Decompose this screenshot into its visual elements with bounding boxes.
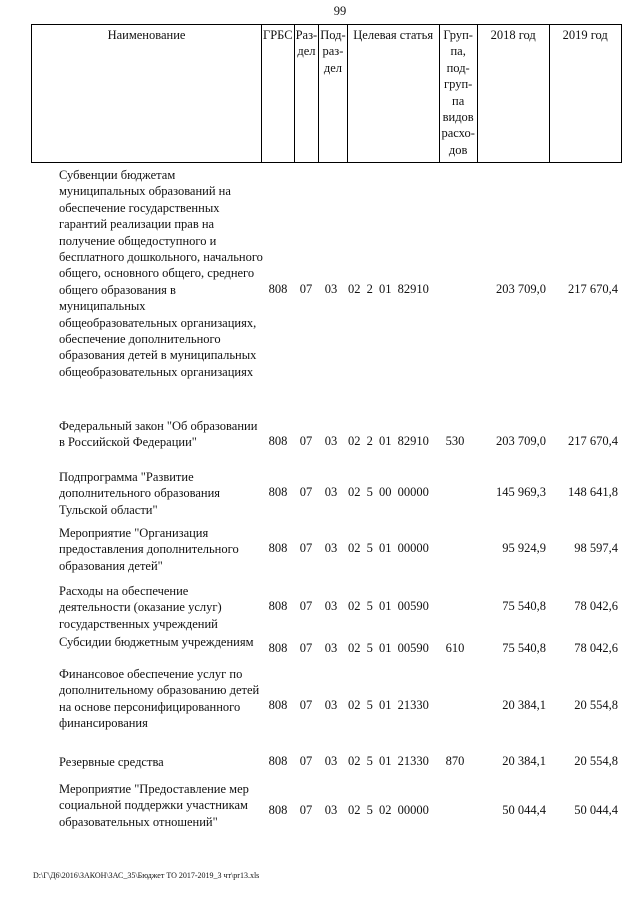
row-2019: 217 670,4 xyxy=(568,434,618,448)
row-2018: 75 540,8 xyxy=(502,599,546,613)
row-podrazdel: 03 xyxy=(324,641,338,655)
row-target: 02 5 01 00590 xyxy=(348,599,429,613)
row-2018: 203 709,0 xyxy=(496,282,546,296)
row-2019: 20 554,8 xyxy=(574,698,618,712)
row-razdel: 07 xyxy=(299,485,313,499)
row-name: Расходы на обеспечение деятельности (оказание услуг) государственных учреждений xyxy=(59,584,222,631)
header-razdel: Раз- дел xyxy=(294,25,319,163)
row-target: 02 5 02 00000 xyxy=(348,803,429,817)
row-podrazdel: 03 xyxy=(324,698,338,712)
row-target: 02 5 01 00000 xyxy=(348,541,429,555)
row-target: 02 5 01 21330 xyxy=(348,754,429,768)
row-2019: 98 597,4 xyxy=(574,541,618,555)
row-2019: 217 670,4 xyxy=(568,282,618,296)
row-group: 530 xyxy=(445,434,465,448)
row-grbs: 808 xyxy=(268,282,288,296)
header-2018: 2018 год xyxy=(477,25,549,163)
header-podrazdel: Под- раз- дел xyxy=(319,25,347,163)
row-podrazdel: 03 xyxy=(324,541,338,555)
row-name: Мероприятие "Предоставление мер социальной поддержки участникам образовательных отношений" xyxy=(59,782,249,829)
row-2018: 75 540,8 xyxy=(502,641,546,655)
row-name: Субсидии бюджетным учреждениям xyxy=(59,635,254,649)
row-razdel: 07 xyxy=(299,434,313,448)
row-name: Субвенции бюджетам муниципальных образований на обеспечение государственных гарантий реализации прав на получение общедоступного и бесплатного дошкольного, начального общего, основного общего, среднего общего образования в муниципальных общеобразовательных организациях, обеспечение дополнительного образования детей в муниципальных общеобразовательных организациях xyxy=(59,168,263,379)
row-name: Подпрограмма "Развитие дополнительного образования Тульской области" xyxy=(59,470,221,517)
row-razdel: 07 xyxy=(299,282,313,296)
row-2019: 78 042,6 xyxy=(574,599,618,613)
row-name: Федеральный закон "Об образовании в Российской Федерации" xyxy=(59,419,258,450)
row-grbs: 808 xyxy=(268,485,288,499)
row-target: 02 2 01 82910 xyxy=(348,282,429,296)
row-razdel: 07 xyxy=(299,641,313,655)
row-razdel: 07 xyxy=(299,698,313,712)
row-grbs: 808 xyxy=(268,641,288,655)
row-target: 02 5 01 21330 xyxy=(348,698,429,712)
row-2018: 20 384,1 xyxy=(502,754,546,768)
row-group: 610 xyxy=(445,641,465,655)
row-podrazdel: 03 xyxy=(324,485,338,499)
row-target: 02 5 00 00000 xyxy=(348,485,429,499)
row-2018: 20 384,1 xyxy=(502,698,546,712)
row-2019: 148 641,8 xyxy=(568,485,618,499)
page-number: 99 xyxy=(333,4,347,18)
row-name: Резервные средства xyxy=(59,755,164,769)
row-2019: 78 042,6 xyxy=(574,641,618,655)
row-podrazdel: 03 xyxy=(324,599,338,613)
row-grbs: 808 xyxy=(268,698,288,712)
header-grbs: ГРБС xyxy=(262,25,295,163)
row-name: Финансовое обеспечение услуг по дополнительному образованию детей на основе персонифицированного финансирования xyxy=(59,667,260,731)
row-razdel: 07 xyxy=(299,599,313,613)
header-name: Наименование xyxy=(32,25,262,163)
row-podrazdel: 03 xyxy=(324,434,338,448)
row-2018: 95 924,9 xyxy=(502,541,546,555)
row-2019: 50 044,4 xyxy=(574,803,618,817)
row-razdel: 07 xyxy=(299,754,313,768)
row-grbs: 808 xyxy=(268,803,288,817)
row-target: 02 5 01 00590 xyxy=(348,641,429,655)
row-grbs: 808 xyxy=(268,599,288,613)
row-podrazdel: 03 xyxy=(324,803,338,817)
row-podrazdel: 03 xyxy=(324,282,338,296)
row-grbs: 808 xyxy=(268,541,288,555)
row-2018: 145 969,3 xyxy=(496,485,546,499)
row-2019: 20 554,8 xyxy=(574,754,618,768)
table-header xyxy=(31,24,622,163)
row-target: 02 2 01 82910 xyxy=(348,434,429,448)
footer-file-path: D:\Г\Д6\2016\ЗАКОН\ЗАС_35\Бюджет ТО 2017-2019_3 чт\pr13.xls xyxy=(33,871,260,880)
header-target: Целевая статья xyxy=(347,25,439,163)
header-2019: 2019 год xyxy=(549,25,621,163)
row-grbs: 808 xyxy=(268,754,288,768)
row-2018: 50 044,4 xyxy=(502,803,546,817)
header-group: Груп- па, под- груп- па видов расхо- дов xyxy=(439,25,477,163)
row-name: Мероприятие "Организация предоставления дополнительного образования детей" xyxy=(59,526,239,573)
row-razdel: 07 xyxy=(299,803,313,817)
row-2018: 203 709,0 xyxy=(496,434,546,448)
row-group: 870 xyxy=(445,754,465,768)
row-grbs: 808 xyxy=(268,434,288,448)
row-podrazdel: 03 xyxy=(324,754,338,768)
row-razdel: 07 xyxy=(299,541,313,555)
